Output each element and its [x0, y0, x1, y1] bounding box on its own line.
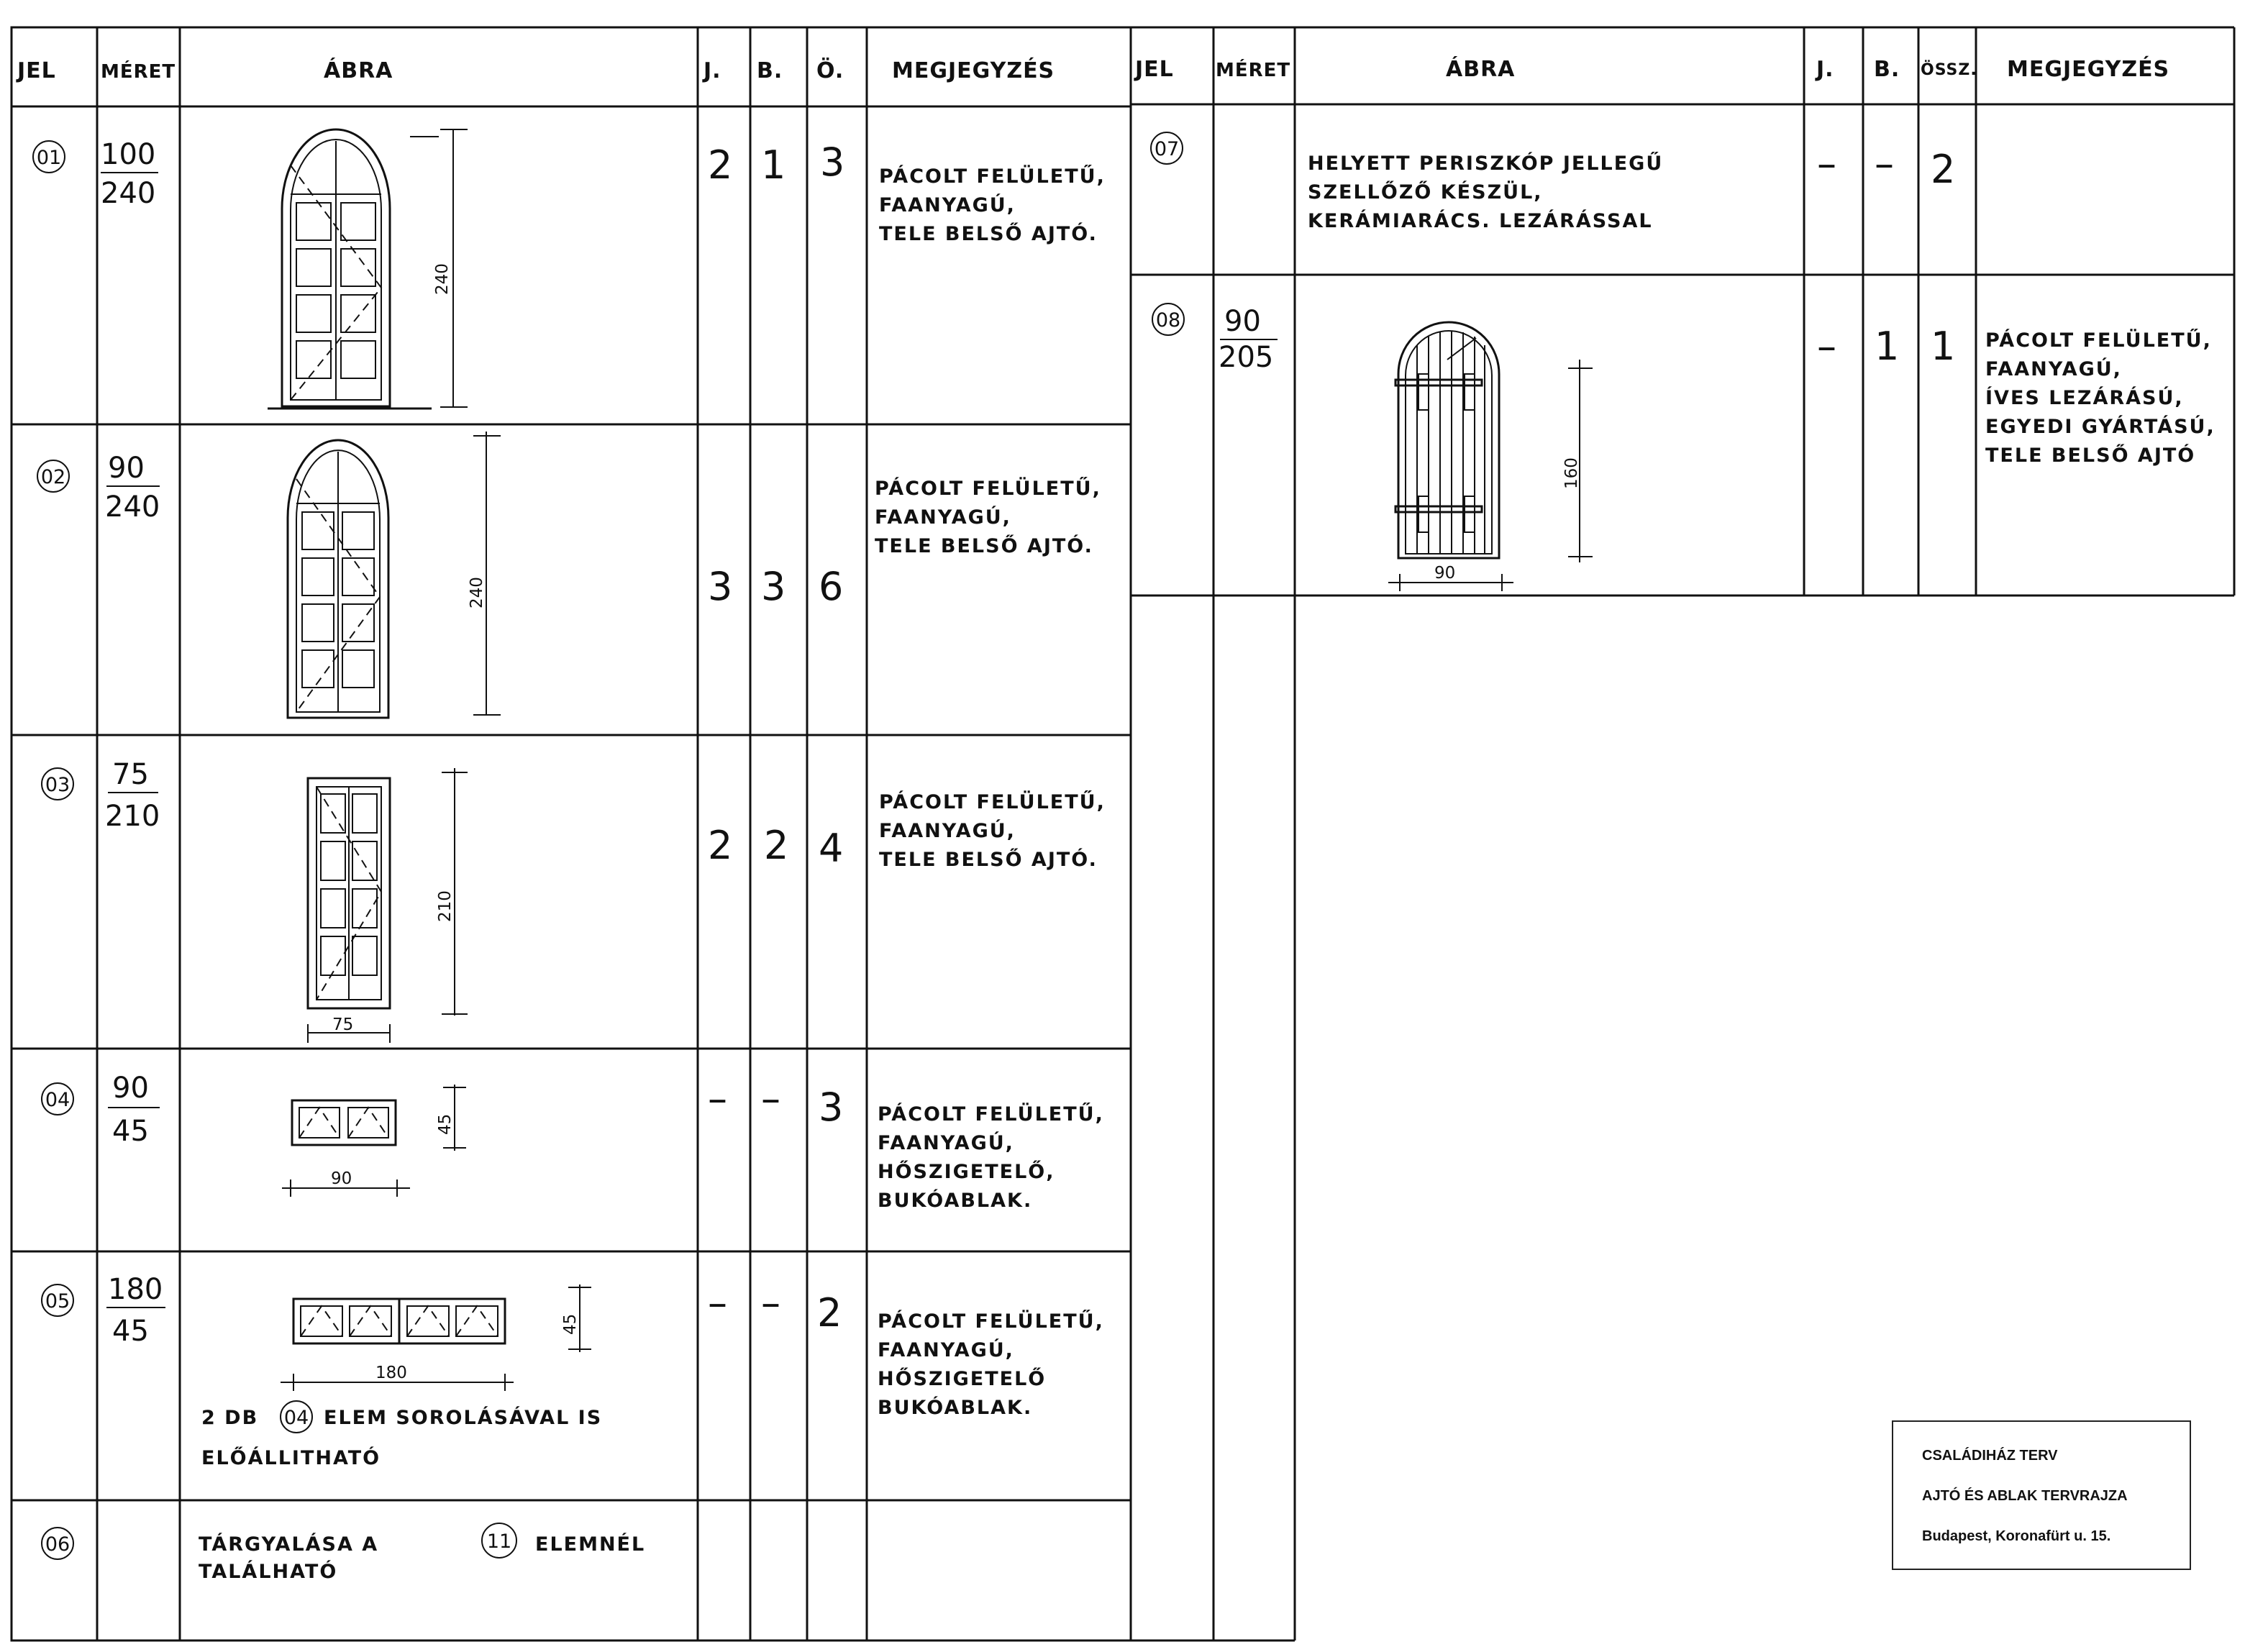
note-line: FAANYAGÚ,	[1985, 358, 2122, 380]
item-number: 06	[45, 1533, 70, 1556]
height-dimension	[468, 432, 501, 715]
height-dimension	[436, 768, 468, 1016]
height-dimension	[410, 129, 468, 407]
header-jel: JEL	[17, 58, 56, 83]
reference-number: 04	[283, 1407, 309, 1429]
title-block-project: CSALÁDIHÁZ TERV	[1922, 1448, 2058, 1464]
drawing-note	[201, 1401, 602, 1469]
qty-j: –	[708, 1076, 727, 1121]
note-line: FAANYAGÚ,	[878, 1339, 1014, 1361]
item-number: 04	[45, 1089, 70, 1111]
header-abra: ÁBRA	[324, 58, 393, 83]
schedule-row-02	[37, 432, 1101, 718]
note-line: PÁCOLT FELÜLETŰ,	[1985, 329, 2212, 352]
qty-total: 4	[819, 826, 844, 871]
planked-arched-door-elevation	[1395, 322, 1499, 558]
note-text: ELEMNÉL	[535, 1533, 646, 1556]
note-line: FAANYAGÚ,	[879, 194, 1016, 216]
note-line: TELE BELSŐ AJTÓ	[1985, 444, 2196, 467]
size-width: 180	[108, 1273, 163, 1306]
note-text: TALÁLHATÓ	[199, 1561, 338, 1583]
width-dimension	[281, 1364, 514, 1391]
height-dimension	[1562, 360, 1593, 562]
note-line: TELE BELSŐ AJTÓ.	[875, 535, 1093, 557]
qty-j: 2	[708, 823, 733, 868]
drawing-note-line: HELYETT PERISZKÓP JELLEGŰ	[1308, 152, 1664, 175]
header-meret: MÉRET	[1216, 60, 1291, 81]
left-header-row	[16, 57, 1055, 83]
qty-total: 2	[817, 1290, 842, 1336]
header-meret: MÉRET	[101, 61, 176, 83]
header-j: J.	[703, 58, 721, 83]
drawing-note-line: KERÁMIARÁCS. LEZÁRÁSSAL	[1308, 210, 1653, 232]
note-text: 2 DB	[201, 1407, 259, 1429]
note-line: FAANYAGÚ,	[878, 1132, 1014, 1154]
drawing-note-line: SZELLŐZŐ KÉSZÜL,	[1308, 181, 1543, 204]
item-number: 03	[45, 774, 70, 796]
note-line: PÁCOLT FELÜLETŰ,	[878, 1103, 1104, 1126]
size-height: 210	[105, 800, 160, 833]
qty-j: 3	[708, 564, 733, 609]
height-dimension-label: 240	[433, 263, 452, 295]
item-number: 01	[36, 147, 62, 169]
header-jel: JEL	[1135, 57, 1174, 82]
note-line: FAANYAGÚ,	[875, 506, 1011, 529]
note-line: PÁCOLT FELÜLETŰ,	[875, 478, 1101, 500]
schedule-row-08	[1152, 304, 2216, 591]
size-height: 240	[101, 177, 156, 210]
qty-b: 1	[761, 142, 786, 188]
height-dimension-label: 45	[436, 1113, 455, 1135]
note-line: PÁCOLT FELÜLETŰ,	[879, 791, 1106, 813]
qty-b: 3	[761, 564, 786, 609]
item-number: 07	[1154, 138, 1180, 160]
size-width: 90	[112, 1072, 149, 1105]
note-line: TELE BELSŐ AJTÓ.	[879, 223, 1098, 245]
title-block-address: Budapest, Koronafürt u. 15.	[1922, 1528, 2111, 1544]
item-number: 02	[40, 466, 66, 488]
qty-j: –	[708, 1280, 727, 1325]
header-b: B.	[757, 58, 783, 83]
qty-b: 1	[1875, 324, 1900, 369]
note-line: BUKÓABLAK.	[878, 1397, 1033, 1419]
schedule-row-03	[42, 758, 1106, 1043]
note-line: PÁCOLT FELÜLETŰ,	[879, 165, 1106, 188]
header-b: B.	[1874, 57, 1900, 82]
note-line: BUKÓABLAK.	[878, 1190, 1033, 1212]
schedule-row-07	[1151, 132, 1955, 232]
qty-b: –	[761, 1280, 780, 1325]
right-table-grid	[1131, 27, 2234, 1640]
schedule-row-01	[33, 129, 1106, 409]
header-j: J.	[1816, 57, 1834, 82]
size-height: 205	[1219, 341, 1274, 374]
width-dimension	[1388, 564, 1513, 591]
note-line: TELE BELSŐ AJTÓ.	[879, 849, 1098, 871]
header-ossz: ÖSSZ.	[1921, 61, 1977, 79]
header-megjegyzes: MEGJEGYZÉS	[2007, 57, 2170, 82]
note-text: ELEM SOROLÁSÁVAL IS	[324, 1407, 603, 1429]
size-height: 45	[112, 1315, 149, 1348]
size-width: 90	[108, 452, 145, 485]
schedule-row-06	[42, 1523, 645, 1583]
double-window-elevation	[293, 1299, 505, 1343]
header-abra: ÁBRA	[1446, 57, 1516, 82]
door-elevation	[308, 778, 390, 1008]
schedule-row-05	[42, 1273, 1104, 1469]
note-text: TÁRGYALÁSA A	[199, 1533, 379, 1556]
qty-total: 3	[819, 1085, 844, 1130]
size-width: 100	[101, 138, 156, 171]
title-block-drawing-title: AJTÓ ÉS ABLAK TERVRAJZA	[1922, 1488, 2128, 1504]
qty-j: 2	[708, 142, 733, 188]
qty-total: 6	[819, 564, 844, 609]
right-header-row	[1134, 56, 2169, 82]
width-dimension-label: 180	[375, 1364, 407, 1382]
schedule-row-04	[42, 1072, 1104, 1212]
height-dimension-label: 210	[436, 890, 455, 922]
height-dimension-label: 160	[1562, 457, 1581, 489]
size-height: 240	[105, 490, 160, 524]
qty-b: –	[761, 1076, 780, 1121]
window-elevation	[292, 1100, 396, 1145]
item-number: 05	[45, 1290, 70, 1313]
header-o: Ö.	[816, 58, 844, 83]
title-block	[1892, 1420, 2191, 1570]
height-dimension-label: 240	[468, 577, 486, 608]
qty-b: 2	[764, 823, 789, 868]
width-dimension	[308, 1016, 390, 1043]
size-height: 45	[112, 1115, 149, 1148]
note-line: EGYEDI GYÁRTÁSÚ,	[1985, 416, 2216, 438]
size-width: 75	[112, 758, 149, 791]
header-megjegyzes: MEGJEGYZÉS	[892, 58, 1055, 83]
qty-total: 3	[820, 140, 845, 185]
qty-b: –	[1875, 141, 1894, 186]
arched-door-elevation	[268, 129, 432, 409]
note-line: HŐSZIGETELŐ,	[878, 1161, 1055, 1183]
reference-number: 11	[486, 1530, 512, 1553]
width-dimension-label: 90	[1434, 564, 1456, 583]
qty-j: –	[1817, 141, 1836, 186]
width-dimension-label: 90	[331, 1169, 352, 1188]
qty-total: 1	[1931, 324, 1956, 369]
width-dimension	[282, 1169, 410, 1197]
note-line: ÍVES LEZÁRÁSÚ,	[1985, 387, 2184, 409]
height-dimension	[436, 1085, 466, 1151]
note-line: FAANYAGÚ,	[879, 820, 1016, 842]
qty-total: 2	[1931, 147, 1956, 192]
qty-j: –	[1817, 324, 1836, 369]
item-number: 08	[1155, 309, 1181, 332]
height-dimension	[561, 1284, 591, 1352]
note-text: ELŐÁLLITHATÓ	[201, 1447, 381, 1469]
height-dimension-label: 45	[561, 1313, 580, 1335]
arched-door-elevation	[288, 440, 388, 718]
width-dimension-label: 75	[332, 1016, 354, 1034]
size-width: 90	[1224, 305, 1261, 338]
drawing-note	[199, 1523, 645, 1583]
note-line: HŐSZIGETELŐ	[878, 1368, 1047, 1390]
note-line: PÁCOLT FELÜLETŰ,	[878, 1310, 1104, 1333]
